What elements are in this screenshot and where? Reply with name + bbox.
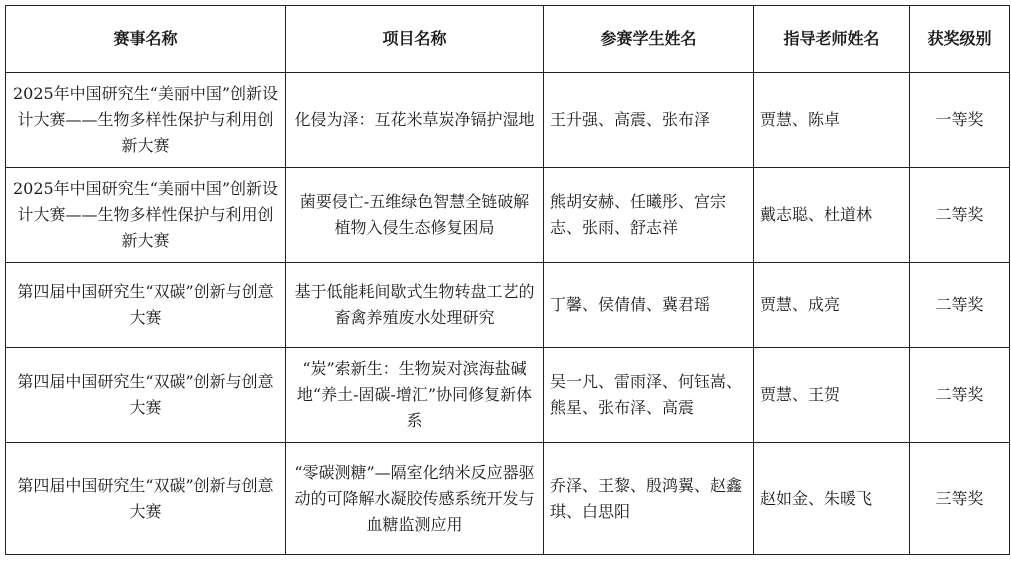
table-row <box>6 73 1010 168</box>
awards-table <box>5 5 1010 555</box>
cell-award: 三等奖 <box>910 443 1010 555</box>
cell-advisors: 赵如金、朱暖飞 <box>754 443 910 555</box>
cell-competition: 第四届中国研究生“双碳”创新与创意大赛 <box>6 443 286 555</box>
cell-award: 二等奖 <box>910 168 1010 263</box>
cell-competition: 2025年中国研究生“美丽中国”创新设计大赛——生物多样性保护与利用创新大赛 <box>6 168 286 263</box>
cell-award: 二等奖 <box>910 348 1010 443</box>
table-row <box>6 168 1010 263</box>
cell-advisors: 贾慧、成亮 <box>754 263 910 348</box>
cell-advisors: 贾慧、陈卓 <box>754 73 910 168</box>
cell-project: 化侵为泽：互花米草炭净镉护湿地 <box>286 73 544 168</box>
cell-students: 王升强、高震、张布泽 <box>544 73 754 168</box>
header-students: 参赛学生姓名 <box>544 6 754 73</box>
header-row <box>6 6 1010 73</box>
header-award: 获奖级别 <box>910 6 1010 73</box>
cell-project: “零碳测糖”—隔室化纳米反应器驱动的可降解水凝胶传感系统开发与血糖监测应用 <box>286 443 544 555</box>
cell-students: 乔泽、王黎、殷鸿翼、赵鑫琪、白思阳 <box>544 443 754 555</box>
cell-competition: 第四届中国研究生“双碳”创新与创意大赛 <box>6 263 286 348</box>
cell-competition: 2025年中国研究生“美丽中国”创新设计大赛——生物多样性保护与利用创新大赛 <box>6 73 286 168</box>
table-row <box>6 263 1010 348</box>
cell-advisors: 戴志聪、杜道林 <box>754 168 910 263</box>
cell-award: 二等奖 <box>910 263 1010 348</box>
cell-students: 丁馨、侯倩倩、冀君瑶 <box>544 263 754 348</box>
header-competition: 赛事名称 <box>6 6 286 73</box>
cell-award: 一等奖 <box>910 73 1010 168</box>
cell-project: 菌要侵亡-五维绿色智慧全链破解植物入侵生态修复困局 <box>286 168 544 263</box>
table-row <box>6 348 1010 443</box>
cell-competition: 第四届中国研究生“双碳”创新与创意大赛 <box>6 348 286 443</box>
cell-students: 熊胡安赫、任曦彤、宫宗志、张雨、舒志祥 <box>544 168 754 263</box>
header-project: 项目名称 <box>286 6 544 73</box>
cell-project: 基于低能耗间歇式生物转盘工艺的畜禽养殖废水处理研究 <box>286 263 544 348</box>
cell-advisors: 贾慧、王贺 <box>754 348 910 443</box>
cell-project: “炭”索新生：生物炭对滨海盐碱地“养土-固碳-增汇”协同修复新体系 <box>286 348 544 443</box>
table-row <box>6 443 1010 555</box>
cell-students: 吴一凡、雷雨泽、何钰嵩、熊星、张布泽、高震 <box>544 348 754 443</box>
header-advisors: 指导老师姓名 <box>754 6 910 73</box>
